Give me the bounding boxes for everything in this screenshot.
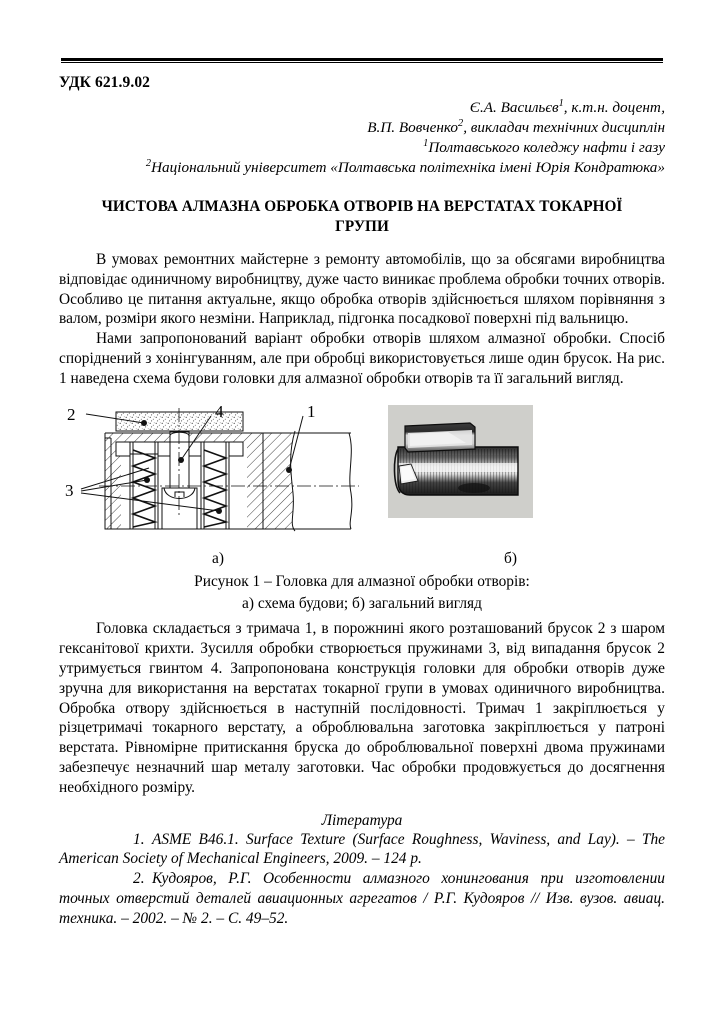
reference-text-2: Кудояров, Р.Г. Особенности алмазного хонингования при изготовлении точных отверстий деталей авиационных агрегатов / Р.Г. Кудояров // Изв. вузов. авиац. техника. – 2002. – № 2. – С. 49–52. — [59, 870, 665, 927]
reference-item-1 — [59, 830, 665, 870]
paragraph-1: В умовах ремонтних майстерне з ремонту автомобілів, що за обсягами виробництва відповідає одиничному виробництву, дуже часто виникає проблема обробки точних отворів. Особливо це питання актуальне, якщо обробка отворів здійснюється шляхом порівняння з валом, розміри якого незміни. Наприклад, підгонка посадкової поверхні під вальницю. — [59, 251, 665, 328]
author-block — [59, 98, 665, 178]
references-heading: Література — [321, 811, 403, 829]
reference-number-2: 2. — [133, 870, 145, 888]
affiliation-line-1: $^1$Полтавського коледжу нафти і газу — [423, 138, 665, 157]
reference-text-1: ASME B46.1. Surface Texture (Surface Roughness, Waviness, and Lay). – The American Society of Mechanical Engineers, 2009. – 124 p. — [59, 830, 665, 868]
cross-section-diagram — [59, 398, 379, 550]
paragraph-2: Нами запропонований варіант обробки отворів шляхом алмазної обробки. Спосіб споріднений з хонінгуванням, але при обробці використовується лише один брусок. На рис. 1 наведена схема будови головки для алмазної обробки отворів та її загальний вигляд. — [59, 330, 665, 387]
page-title: ЧИСТОВА АЛМАЗНА ОБРОБКА ОТВОРІВ НА ВЕРСТАТАХ ТОКАРНОЇ ГРУПИ — [101, 198, 623, 235]
figure-caption-line-2: а) схема будови; б) загальний вигляд — [242, 595, 482, 613]
sublabel-b: б) — [504, 549, 517, 567]
callout-2: 2 — [67, 404, 76, 424]
udc-code: УДК 621.9.02 — [59, 74, 151, 91]
header-rule — [61, 58, 663, 63]
figure-caption-line-1: Рисунок 1 – Головка для алмазної обробки отворів: — [194, 572, 530, 590]
paragraph-3: Головка складається з тримача 1, в порожнині якого розташований брусок 2 з шаром гексанітової крихти. Зусилля обробки створюється пружинами 3, від випадання брусок 2 утримується гвинтом 4. Запропонована конструкція головки для обробки отворів дуже зручна для використання на верстатах токарної групи в умовах одиничного виробництва. Обробка отвору здійснюється в наступній послідовності. Тримач 1 закріплюється у різцетримачі токарного верстату, а оброблювальна заготовка закріплюється у патроні верстата. Рівномірне притискання бруска до оброблювальної поверхні двома пружинами забезпечує незначний шар металу заготовки. Час обробки продовжується до досягнення необхідного розміру. — [59, 620, 665, 796]
callout-4: 4 — [215, 401, 224, 421]
reference-number-1: 1. — [133, 830, 145, 848]
callout-1: 1 — [307, 401, 316, 421]
page-content — [59, 58, 665, 929]
affiliation-line-2: $^2$Національний університет «Полтавська політехніка імені Юрія Кондратюка» — [145, 158, 665, 177]
tool-photograph — [388, 405, 533, 518]
author-line-2: В.П. Вовченко$^2$, викладач технічних дисциплін — [367, 118, 665, 137]
callout-3: 3 — [65, 480, 74, 500]
sublabel-a: a) — [212, 549, 224, 567]
reference-item-2 — [59, 869, 665, 928]
figure-sublabels — [59, 550, 665, 572]
figure-1 — [59, 398, 665, 550]
author-line-1: Є.А. Васильєв$^1$, к.т.н. доцент, — [469, 97, 665, 116]
